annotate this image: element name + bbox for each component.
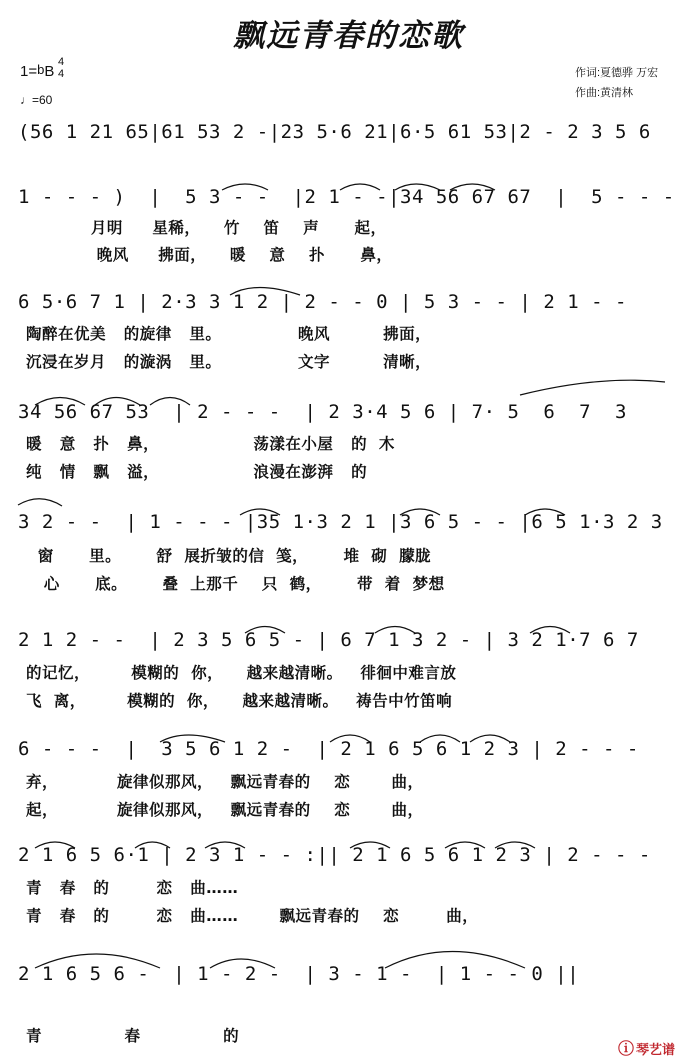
composer-credit: 作曲:黄清林 bbox=[575, 87, 634, 99]
score-row-8: 2 1 6 5 6·1 | 2 3 1 - - :|| 2 1 6 5 6 1 2 3 | 2 - - - bbox=[18, 844, 651, 866]
score-row-3: 6 5·6 7 1 | 2·3 3 1 2 | 2 - - 0 | 5 3 - - | 2 1 - - bbox=[18, 291, 627, 313]
lyric-row-9-verse-2: 青 春 的 bbox=[26, 1027, 240, 1045]
score-row-6: 2 1 2 - - | 2 3 5 6 5 - | 6 7 1 3 2 - | 3 2 1·7 6 7 bbox=[18, 629, 639, 651]
lyric-row-2-verse-2: 晚风 拂面， 暖 意 扑 鼻， bbox=[26, 246, 393, 264]
lyric-row-5-verse-1: 窗 里。 舒 展折皱的信 笺， 堆 砌 朦胧 bbox=[26, 547, 432, 565]
score-row-9: 2 1 6 5 6 - | 1 - 2 - | 3 - 1 - | 1 - - 0 || bbox=[18, 963, 580, 985]
quarter-note-icon: ♩ bbox=[20, 93, 32, 107]
score-row-2: 1 - - - ) | 5 3 - - |2 1 - -|34 56 67 67 | 5 - - - bbox=[18, 186, 675, 208]
lyric-row-3-verse-2: 沉浸在岁月 的漩涡 里。 文字 清晰， bbox=[26, 353, 432, 371]
lyric-row-6-verse-2: 飞 离， 模糊的 你， 越来越清晰。 祷告中竹笛响 bbox=[26, 692, 453, 710]
logo-icon: ⓘ bbox=[618, 1041, 635, 1058]
song-title: 飘远青春的恋歌 bbox=[233, 18, 464, 54]
time-bottom: 4 bbox=[58, 68, 65, 80]
lyric-row-7-verse-2: 起， 旋律似那风， 飘远青春的 恋 曲， bbox=[26, 801, 424, 819]
score-row-1: (56 1 21 65|61 53 2 -|23 5·6 21|6·5 61 53|2 - 2 3 5 6 bbox=[18, 121, 651, 143]
key-signature bbox=[20, 62, 54, 80]
time-signature bbox=[58, 56, 64, 80]
slur bbox=[520, 380, 665, 395]
time-top: 4 bbox=[58, 56, 65, 68]
lyric-row-8-verse-1: 青 春 的 恋 曲…… bbox=[26, 879, 239, 897]
lyric-row-4-verse-1: 暖 意 扑 鼻， 荡漾在小屋 的 木 bbox=[26, 435, 395, 453]
score-row-5: 3 2 - - | 1 - - - |35 1·3 2 1 |3 6 5 - - |6 5 1·3 2 3 bbox=[18, 511, 663, 533]
score-row-7: 6 - - - | 3 5 6 1 2 - | 2 1 6 5 6 1 2 3 | 2 - - - bbox=[18, 738, 639, 760]
lyric-row-6-verse-1: 的记忆， 模糊的 你， 越来越清晰。 徘徊中难言放 bbox=[26, 664, 457, 682]
lyric-row-4-verse-2: 纯 情 飘 溢， 浪漫在澎湃 的 bbox=[26, 463, 368, 481]
slur bbox=[18, 499, 62, 506]
lyric-row-3-verse-1: 陶醉在优美 的旋律 里。 晚风 拂面， bbox=[26, 325, 432, 343]
lyricist-credit: 作词:夏德骅 万宏 bbox=[575, 67, 659, 79]
key-note: B bbox=[44, 63, 55, 80]
tempo-value: =60 bbox=[32, 93, 53, 107]
key-flat: b bbox=[37, 62, 45, 77]
watermark-logo bbox=[618, 1036, 675, 1059]
tempo-marking bbox=[20, 93, 52, 107]
lyric-row-7-verse-1: 弃， 旋律似那风， 飘远青春的 恋 曲， bbox=[26, 773, 424, 791]
lyric-row-8-verse-2: 青 春 的 恋 曲…… 飘远青春的 恋 曲， bbox=[26, 907, 479, 925]
watermark-text: 琴艺谱 bbox=[636, 1042, 676, 1057]
lyric-row-5-verse-2: 心 底。 叠 上那千 只 鹤， 带 着 梦想 bbox=[26, 575, 445, 593]
key-prefix: 1= bbox=[20, 63, 38, 80]
score-row-4: 34 56 67 53 | 2 - - - | 2 3·4 5 6 | 7· 5 6 7 3 bbox=[18, 401, 627, 423]
lyric-row-2-verse-1: 月明 星稀， 竹 笛 声 起， bbox=[26, 219, 387, 237]
